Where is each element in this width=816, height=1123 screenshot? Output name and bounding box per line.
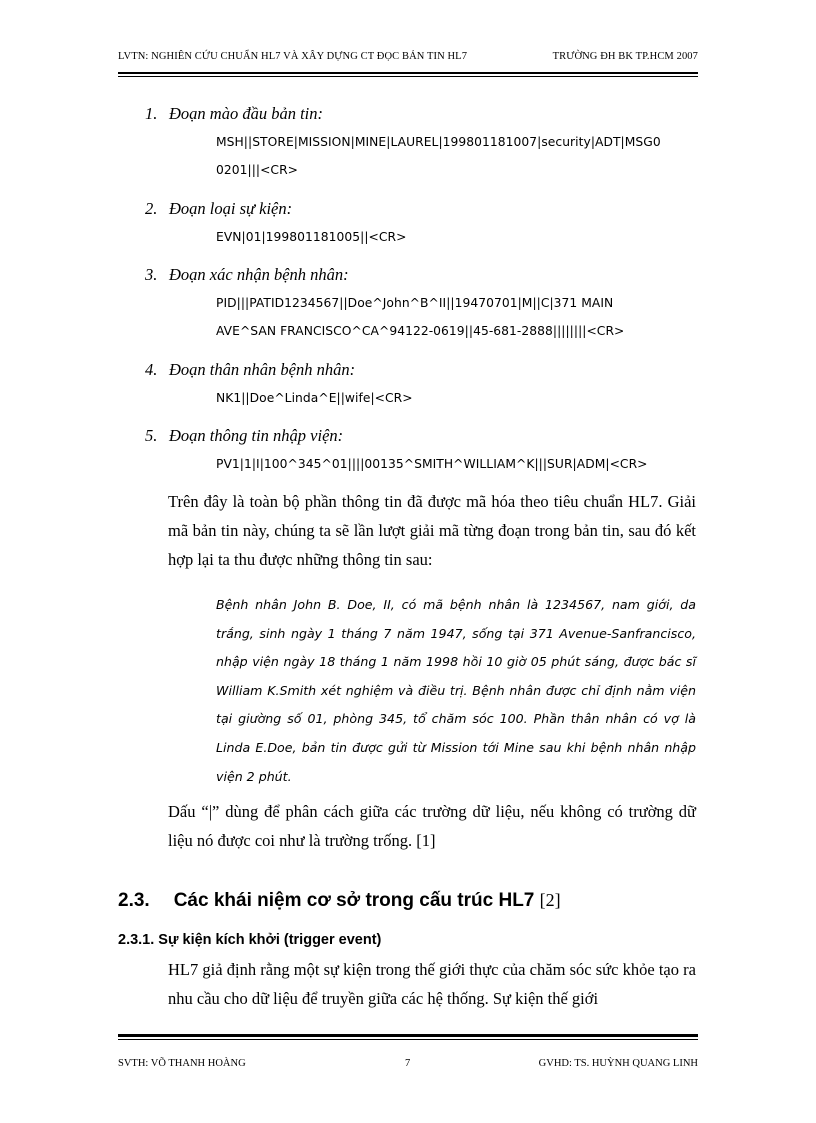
footer-advisor: GVHD: TS. HUỲNH QUANG LINH <box>538 1058 698 1069</box>
header-university: TRƯỜNG ĐH BK TP.HCM 2007 <box>552 51 698 62</box>
subsection-paragraph: HL7 giả định rằng một sự kiện trong thế giới thực của chăm sóc sức khỏe tạo ra nhu cầu cho dữ liệu để truyền giữa các hệ thống. Sự kiện thế giới <box>168 960 696 1008</box>
section-number: 2.3. <box>118 890 150 911</box>
segment-title: 2. Đoạn loại sự kiện: <box>145 199 293 218</box>
page-number: 7 <box>405 1058 411 1069</box>
segment-code-line: PV1|1|I|100^345^01||||00135^SMITH^WILLIAM^K|||SUR|ADM|<CR> <box>216 457 648 471</box>
intro-paragraph: Trên đây là toàn bộ phần thông tin đã được mã hóa theo tiêu chuẩn HL7. Giải mã bản tin này, chúng ta sẽ lần lượt giải mã từng đoạn trong bản tin, sau đó kết hợp lại ta thu được những thông tin sau: <box>168 492 696 569</box>
section-title: Các khái niệm cơ sở trong cấu trúc HL7 <box>173 890 535 911</box>
header-rule-thin <box>118 76 698 77</box>
decoded-message: Bệnh nhân John B. Doe, II, có mã bệnh nhân là 1234567, nam giới, da trắng, sinh ngày 1 tháng 7 năm 1947, sống tại 371 Avenue-Sanfrancisco, nhập viện ngày 18 tháng 1 năm 1998 hồi 10 giờ 05 phút sáng, được bác sĩ William K.Smith xét nghiệm và điều trị. Bệnh nhân được chỉ định nằm viện tại giường số 01, phòng 345, tổ chăm sóc 100. Phần thân nhân có vợ là Linda E.Doe, bản tin được gửi từ Mission tới Mine sau khi bệnh nhân nhập viện 2 phút. <box>216 597 696 784</box>
segment-code-line: AVE^SAN FRANCISCO^CA^94122-0619||45-681-2888||||||||<CR> <box>216 324 625 338</box>
separator-paragraph: Dấu “|” dùng để phân cách giữa các trường dữ liệu, nếu không có trường dữ liệu nó được coi như là trường trống. [1] <box>168 802 696 850</box>
page-footer <box>118 1058 698 1072</box>
segment-code-line: PID|||PATID1234567||Doe^John^B^II||19470701|M||C|371 MAIN <box>216 296 614 310</box>
segment-title: 3. Đoạn xác nhận bệnh nhân: <box>145 265 349 284</box>
subsection-heading: 2.3.1. Sự kiện kích khởi (trigger event) <box>118 932 382 948</box>
section-cite: [2] <box>539 890 561 910</box>
footer-student: SVTH: VÕ THANH HOÀNG <box>118 1058 246 1069</box>
footer-rule <box>118 1034 698 1037</box>
footer-rule-thin <box>118 1039 698 1040</box>
page-header <box>118 51 698 62</box>
segment-code-line: 0201|||<CR> <box>216 163 299 177</box>
segment-code-line: EVN|01|199801181005||<CR> <box>216 230 407 244</box>
segment-code-line: MSH||STORE|MISSION|MINE|LAUREL|199801181007|security|ADT|MSG0 <box>216 135 661 149</box>
section-heading <box>118 890 561 912</box>
segment-title: 5. Đoạn thông tin nhập viện: <box>145 426 344 445</box>
segment-title: 1. Đoạn mào đầu bản tin: <box>145 104 323 123</box>
header-thesis-title: LVTN: NGHIÊN CỨU CHUẨN HL7 VÀ XÂY DỰNG CT ĐỌC BẢN TIN HL7 <box>118 51 468 62</box>
segment-title: 4. Đoạn thân nhân bệnh nhân: <box>145 360 356 379</box>
header-rule <box>118 72 698 74</box>
segment-code-line: NK1||Doe^Linda^E||wife|<CR> <box>216 391 413 405</box>
